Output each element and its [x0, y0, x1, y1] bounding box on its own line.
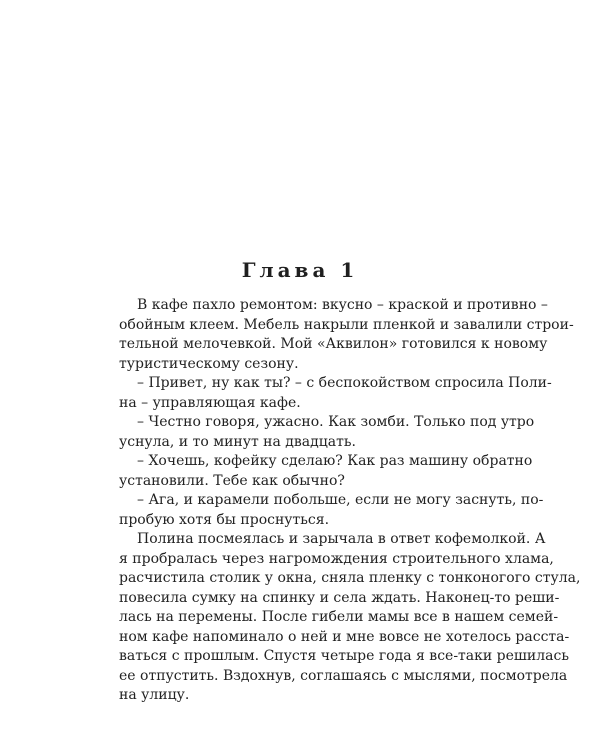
- text-line: В кафе пахло ремонтом: вкусно – краской и противно –: [137, 297, 548, 313]
- text-line: – Ага, и карамели побольше, если не могу заснуть, по-: [137, 492, 544, 508]
- text-line: ном кафе напоминало о ней и мне вовсе не хотелось расста-: [119, 628, 570, 645]
- text-line: обойным клеем. Мебель накрыли пленкой и завалили строи-: [119, 316, 574, 333]
- text-line: тельной мелочевкой. Мой «Аквилон» готовился к новому: [119, 336, 548, 352]
- text-line: – Честно говоря, ужасно. Как зомби. Только под утро: [137, 414, 535, 430]
- text-line: туристическому сезону.: [119, 355, 299, 372]
- text-line: установили. Тебе как обычно?: [119, 472, 345, 489]
- chapter-title: Глава 1: [241, 258, 359, 282]
- text-line: ваться с прошлым. Спустя четыре года я все-таки решилась: [119, 648, 569, 664]
- text-line: повесила сумку на спинку и села ждать. Наконец-то реши-: [119, 589, 560, 606]
- text-line: я пробралась через нагромождения строительного хлама,: [119, 550, 554, 567]
- text-line: на улицу.: [119, 687, 190, 703]
- text-line: уснула, и то минут на двадцать.: [119, 433, 356, 450]
- text-line: – Привет, ну как ты? – с беспокойством спросила Поли-: [137, 375, 552, 391]
- text-line: пробую хотя бы проснуться.: [119, 511, 330, 528]
- text-line: на – управляющая кафе.: [119, 394, 301, 411]
- text-line: ее отпустить. Вздохнув, соглашаясь с мыслями, посмотрела: [119, 667, 568, 684]
- text-line: расчистила столик у окна, сняла пленку с тонконогого стула,: [119, 570, 581, 586]
- chapter-body: [119, 296, 581, 706]
- text-line: – Хочешь, кофейку сделаю? Как раз машину обратно: [137, 453, 533, 469]
- text-line: лась на перемены. После гибели мамы все в нашем семей-: [119, 609, 559, 625]
- text-line: Полина посмеялась и зарычала в ответ кофемолкой. А: [137, 531, 546, 547]
